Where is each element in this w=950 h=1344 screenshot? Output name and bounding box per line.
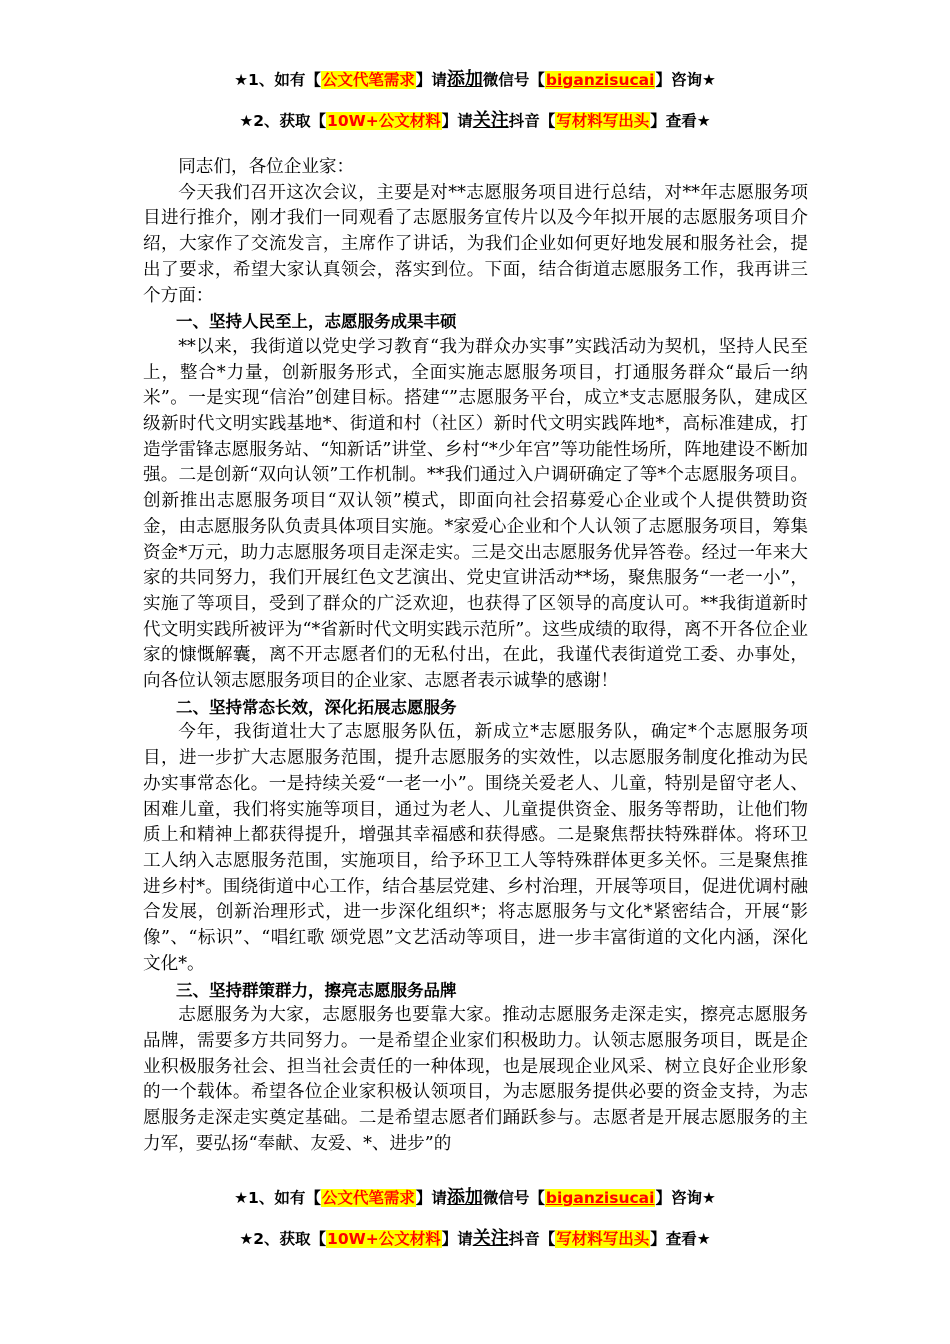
- header-banner-1: [0, 69, 950, 91]
- banner-text: 】请: [415, 1189, 447, 1207]
- section-heading: 三、坚持群策群力，擦亮志愿服务品牌: [176, 980, 457, 1000]
- douyin-account: 写材料写出头: [556, 1230, 650, 1248]
- emphasis-text: 关注: [472, 110, 509, 131]
- paragraph: 今年，我街道壮大了志愿服务队伍，新成立*志愿服务队，确定*个志愿服务项目，进一步扩大志愿服务范围，提升志愿服务的实效性，以志愿服务制度化推动为民办实事常态化。一是持续关爱“一老一小”。围绕关爱老人、儿童，特别是留守老人、困难儿童，我们将实施等项目，通过为老人、儿童提供资金、服务等帮助，让他们物质上和精神上都获得提升，增强其幸福感和获得感。二是聚焦帮扶特殊群体。将环卫工人纳入志愿服务范围，实施项目，给予环卫工人等特殊群体更多关怀。三是聚焦推进乡村*。围绕街道中心工作，结合基层党建、乡村治理，开展等项目，促进优调村融合发展，创新治理形式，进一步深化组织*；将志愿服务与文化*紧密结合，开展“影像”、“标识”、“唱红歌 颂党恩”文艺活动等项目，进一步丰富街道的文化内涵，深化文化*。: [143, 722, 808, 974]
- salutation: 同志们，各位企业家：: [178, 157, 355, 177]
- emphasis-text: 关注: [472, 1228, 509, 1249]
- banner-text: 2、获取【: [253, 1230, 327, 1248]
- banner-text: 】查看★: [650, 1230, 711, 1248]
- banner-text: 】查看★: [650, 112, 711, 130]
- paragraph: 志愿服务为大家，志愿服务也要靠大家。推动志愿服务走深走实，擦亮志愿服务品牌，需要多方共同努力。一是希望企业家们积极助力。认领志愿服务项目，既是企业积极服务社会、担当社会责任的一种体现，也是展现企业风采、树立良好企业形象的一个载体。希望各位企业家积极认领项目，为志愿服务提供必要的资金支持，为志愿服务走深走实奠定基础。二是希望志愿者们踊跃参与。志愿者是开展志愿服务的主力军，要弘扬“奉献、友爱、*、进步”的: [143, 1005, 808, 1154]
- wechat-id-link[interactable]: biganzisucai: [545, 1189, 655, 1207]
- banner-text: 2、获取【: [253, 112, 327, 130]
- document-body: [143, 155, 808, 1157]
- star-icon: ★: [239, 112, 254, 130]
- section-heading: 一、坚持人民至上，志愿服务成果丰硕: [176, 312, 457, 332]
- banner-text: 】请: [415, 71, 447, 89]
- section-heading: 二、坚持常态长效，深化拓展志愿服务: [176, 697, 457, 717]
- emphasis-text: 添加: [446, 69, 483, 90]
- banner-text: 1、如有【: [248, 1189, 321, 1207]
- emphasis-text: 添加: [446, 1187, 483, 1208]
- banner-text: 】咨询★: [655, 71, 716, 89]
- footer-banner-2: [0, 1228, 950, 1250]
- paragraph: 今天我们召开这次会议，主要是对**志愿服务项目进行总结，对**年志愿服务项目进行推介，刚才我们一同观看了志愿服务宣传片以及今年拟开展的志愿服务项目介绍，大家作了交流发言，主席作了讲话，为我们企业如何更好地发展和服务社会，提出了要求，希望大家认真领会，落实到位。下面，结合街道志愿服务工作，我再讲三个方面：: [143, 182, 808, 306]
- highlight-service: 公文代笔需求: [321, 71, 415, 89]
- banner-text: 微信号【: [482, 71, 545, 89]
- star-icon: ★: [234, 71, 249, 89]
- highlight-materials: 10W+公文材料: [327, 1230, 441, 1248]
- banner-text: 抖音【: [508, 1230, 556, 1248]
- banner-text: 】请: [441, 112, 473, 130]
- header-banner-2: [0, 110, 950, 132]
- star-icon: ★: [234, 1189, 249, 1207]
- douyin-account: 写材料写出头: [556, 112, 650, 130]
- highlight-materials: 10W+公文材料: [327, 112, 441, 130]
- wechat-id-link[interactable]: biganzisucai: [545, 71, 655, 89]
- banner-text: 】请: [441, 1230, 473, 1248]
- paragraph: **以来，我街道以党史学习教育“我为群众办实事”实践活动为契机，坚持人民至上，整合*力量，创新服务形式，全面实施志愿服务项目，打通服务群众“最后一纳米”。一是实现“信治”创建目标。搭建“”志愿服务平台，成立*支志愿服务队，建成区级新时代文明实践基地*、街道和村（社区）新时代文明实践阵地*，高标准建成，打造学雷锋志愿服务站、“知新话”讲堂、乡村“*少年宫”等功能性场所，阵地建设不断加强。二是创新“双向认领”工作机制。**我们通过入户调研确定了等*个志愿服务项目。创新推出志愿服务项目“双认领”模式，即面向社会招募爱心企业或个人提供赞助资金，由志愿服务队负责具体项目实施。*家爱心企业和个人认领了志愿服务项目，筹集资金*万元，助力志愿服务项目走深走实。三是交出志愿服务优异答卷。经过一年来大家的共同努力，我们开展红色文艺演出、党史宣讲活动**场，聚焦服务“一老一小”，实施了等项目，受到了群众的广泛欢迎，也获得了区领导的高度认可。**我街道新时代文明实践所被评为“*省新时代文明实践示范所”。这些成绩的取得，离不开各位企业家的慷慨解囊，离不开志愿者们的无私付出，在此，我谨代表街道党工委、办事处，向各位认领志愿服务项目的企业家、志愿者表示诚挚的感谢！: [143, 336, 808, 692]
- star-icon: ★: [239, 1230, 254, 1248]
- banner-text: 】咨询★: [655, 1189, 716, 1207]
- banner-text: 微信号【: [482, 1189, 545, 1207]
- footer-banner-1: [0, 1187, 950, 1209]
- banner-text: 抖音【: [508, 112, 556, 130]
- banner-text: 1、如有【: [248, 71, 321, 89]
- highlight-service: 公文代笔需求: [321, 1189, 415, 1207]
